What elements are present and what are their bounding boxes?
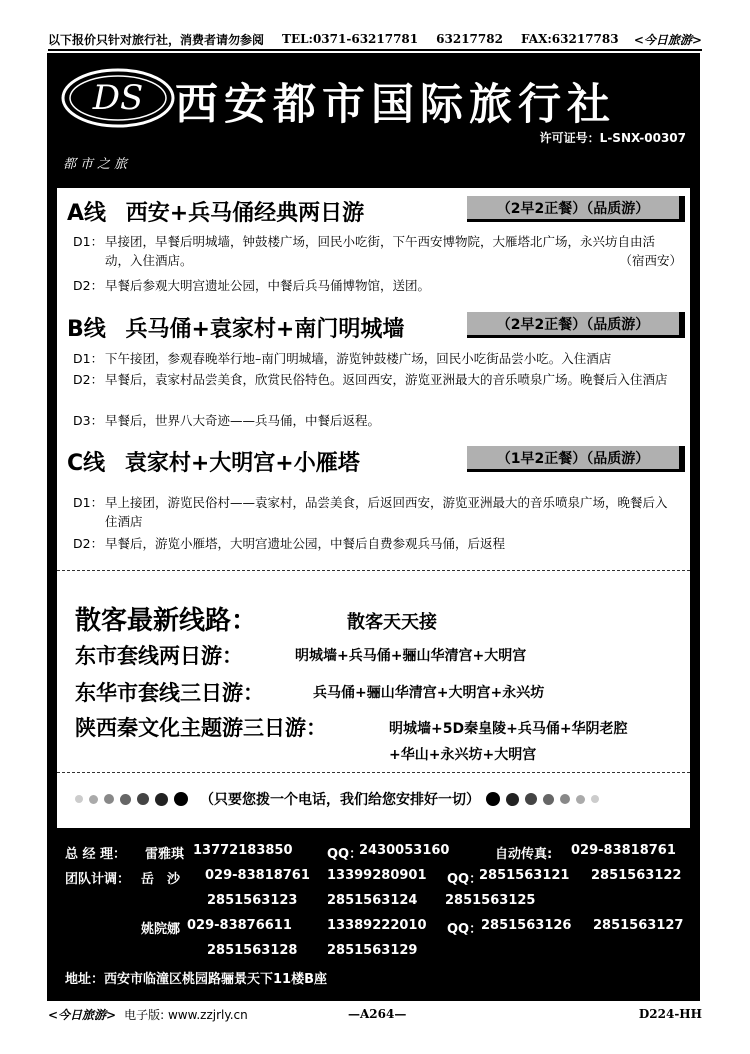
footer-website: 电子版: www.zzjrly.cn	[124, 1007, 248, 1022]
dot-icon	[75, 795, 83, 803]
page-footer	[48, 1004, 702, 1024]
license-number: 许可证号：L-SNX-00307	[539, 131, 686, 145]
planner-2-qq-2: 2851563127	[593, 918, 684, 933]
dot-icon	[89, 795, 98, 804]
planner-1-name: 岳 沙	[141, 872, 181, 887]
route-c-badge: （1早2正餐）（品质游）	[467, 446, 685, 472]
ad-code: D224-HH	[638, 1007, 702, 1021]
team-label: 团队计调：	[65, 872, 131, 887]
dot-icon	[486, 792, 500, 806]
route-b-name: 兵马俑+袁家村+南门明城墙	[125, 317, 405, 342]
route-b-day-2	[73, 370, 681, 389]
auto-fax: 029-83818761	[571, 843, 676, 858]
footer-brand: <今日旅游>	[48, 1007, 117, 1022]
planner-1-qq-2: 2851563122	[591, 868, 682, 883]
dot-icon	[576, 795, 585, 804]
planner-1-qq-1: 2851563121	[479, 868, 570, 883]
planner-2-qq-4: 2851563129	[327, 943, 418, 958]
route-a-stay: （宿西安）	[619, 253, 682, 268]
planner-1-mobile: 13399280901	[327, 868, 427, 883]
telephone-2: 63217782	[436, 32, 503, 46]
package-1-detail: 明城墙+兵马俑+骊山华清宫+大明宫	[295, 648, 527, 664]
day-label: D1：	[73, 234, 104, 249]
agency-only-notice: 以下报价只针对旅行社，消费者请勿参阅	[48, 32, 265, 47]
address: 地址：西安市临潼区桃园路骊景天下11楼B座	[65, 972, 327, 987]
dashed-divider-2	[57, 772, 690, 773]
ad-header	[47, 53, 700, 185]
top-info-bar	[48, 28, 702, 50]
day-label: D1：	[73, 351, 104, 366]
dot-icon	[525, 793, 537, 805]
route-b-title	[67, 312, 404, 343]
package-2-detail: 兵马俑+骊山华清宫+大明宫+永兴坊	[313, 685, 545, 701]
dot-icon	[543, 794, 554, 805]
package-3-name: 陕西秦文化主题游三日游：	[75, 716, 327, 740]
route-b-day-1	[73, 349, 681, 368]
dot-icon	[120, 794, 131, 805]
ad-frame	[47, 53, 700, 1001]
route-a-day-1	[73, 232, 681, 270]
package-2-name: 东华市套线三日游：	[75, 681, 264, 705]
route-a-code: A线	[67, 201, 107, 226]
telephone: TEL:0371-63217781	[282, 32, 419, 46]
agency-name: 西安都市国际旅行社	[175, 80, 616, 130]
package-3-detail-2: +华山+永兴坊+大明宫	[389, 747, 537, 763]
top-divider	[48, 49, 702, 51]
planner-1-qq-4: 2851563124	[327, 893, 418, 908]
gm-name: 雷雅琪	[145, 847, 185, 862]
planner-2-qq-1: 2851563126	[481, 918, 572, 933]
package-1-name: 东市套线两日游：	[75, 644, 243, 668]
slogan-row	[75, 788, 675, 810]
dot-icon	[591, 795, 599, 803]
dot-icon	[137, 793, 149, 805]
route-b-day-3	[73, 411, 681, 430]
route-b-badge: （2早2正餐）（品质游）	[467, 312, 685, 338]
route-a-badge: （2早2正餐）（品质游）	[467, 196, 685, 222]
day-text: 早餐后，袁家村品尝美食，欣赏民俗特色。返回西安，游览亚洲最大的音乐喷泉广场。晚餐后入住酒店	[105, 372, 668, 387]
dot-icon	[506, 793, 519, 806]
planner-2-qq-label: QQ：	[447, 922, 483, 937]
package-3-detail: 明城墙+5D秦皇陵+兵马俑+华阴老腔	[389, 721, 628, 737]
planner-1-qq-5: 2851563125	[445, 893, 536, 908]
day-text: 下午接团，参观春晚举行地–南门明城墙，游览钟鼓楼广场，回民小吃街品尝小吃。入住酒店	[105, 351, 612, 366]
day-label: D2：	[73, 278, 104, 293]
dot-icon	[155, 793, 168, 806]
planner-1-phone: 029-83818761	[205, 868, 310, 883]
dot-icon	[174, 792, 188, 806]
day-text: 早餐后，世界八大奇迹——兵马俑，中餐后返程。	[105, 413, 381, 428]
fax-number: FAX:63217783	[520, 32, 619, 46]
logo-text: DS	[92, 78, 144, 118]
day-text: 早餐后，游览小雁塔，大明宫遗址公园，中餐后自费参观兵马俑，后返程	[105, 536, 506, 551]
route-c-name: 袁家村+大明宫+小雁塔	[124, 451, 360, 476]
service-slogan: （只要您拨一个电话，我们给您安排好一切）	[200, 792, 480, 808]
day-text: 早接团，早餐后明城墙，钟鼓楼广场，回民小吃街，下午西安博物院，大雁塔北广场，永兴坊自由活动，入住酒店。	[105, 234, 656, 268]
day-label: D2：	[73, 372, 104, 387]
route-c-day-2	[73, 534, 681, 553]
planner-2-name: 姚院娜	[141, 922, 181, 937]
gm-qq: 2430053160	[359, 843, 450, 858]
scattered-title: 散客最新线路：	[75, 606, 258, 636]
logo-subtitle: 都市之旅	[63, 157, 132, 172]
route-c-code: C线	[67, 451, 106, 476]
day-text: 早上接团，游览民俗村——袁家村，品尝美食，后返回西安，游览亚洲最大的音乐喷泉广场，晚餐后入住酒店	[105, 495, 668, 529]
contact-section	[47, 833, 700, 1001]
planner-1-qq-label: QQ：	[447, 872, 483, 887]
scattered-daily: 散客天天接	[347, 612, 437, 633]
fax-label: 自动传真:	[495, 847, 553, 862]
day-text: 早餐后参观大明宫遗址公园，中餐后兵马俑博物馆，送团。	[105, 278, 431, 293]
route-c-title	[67, 446, 360, 477]
day-label: D2：	[73, 536, 104, 551]
gm-label: 总 经 理：	[65, 847, 127, 862]
ds-logo	[59, 67, 177, 129]
route-b-code: B线	[67, 317, 106, 342]
day-label: D1：	[73, 495, 104, 510]
planner-2-mobile: 13389222010	[327, 918, 427, 933]
dashed-divider-1	[57, 570, 690, 571]
route-a-name: 西安+兵马俑经典两日游	[125, 201, 365, 226]
planner-2-qq-3: 2851563128	[207, 943, 298, 958]
dot-icon	[560, 794, 570, 804]
publication-brand: <今日旅游>	[633, 32, 702, 47]
route-c-day-1	[73, 493, 681, 531]
gm-qq-label: QQ：	[327, 847, 363, 862]
day-label: D3：	[73, 413, 104, 428]
planner-1-qq-3: 2851563123	[207, 893, 298, 908]
dot-icon	[104, 794, 114, 804]
planner-2-phone: 029-83876611	[187, 918, 292, 933]
route-a-day-2	[73, 276, 681, 295]
route-a-title	[67, 196, 364, 227]
page-number: —A264—	[348, 1007, 407, 1021]
gm-phone: 13772183850	[193, 843, 293, 858]
routes-panel	[57, 188, 690, 828]
